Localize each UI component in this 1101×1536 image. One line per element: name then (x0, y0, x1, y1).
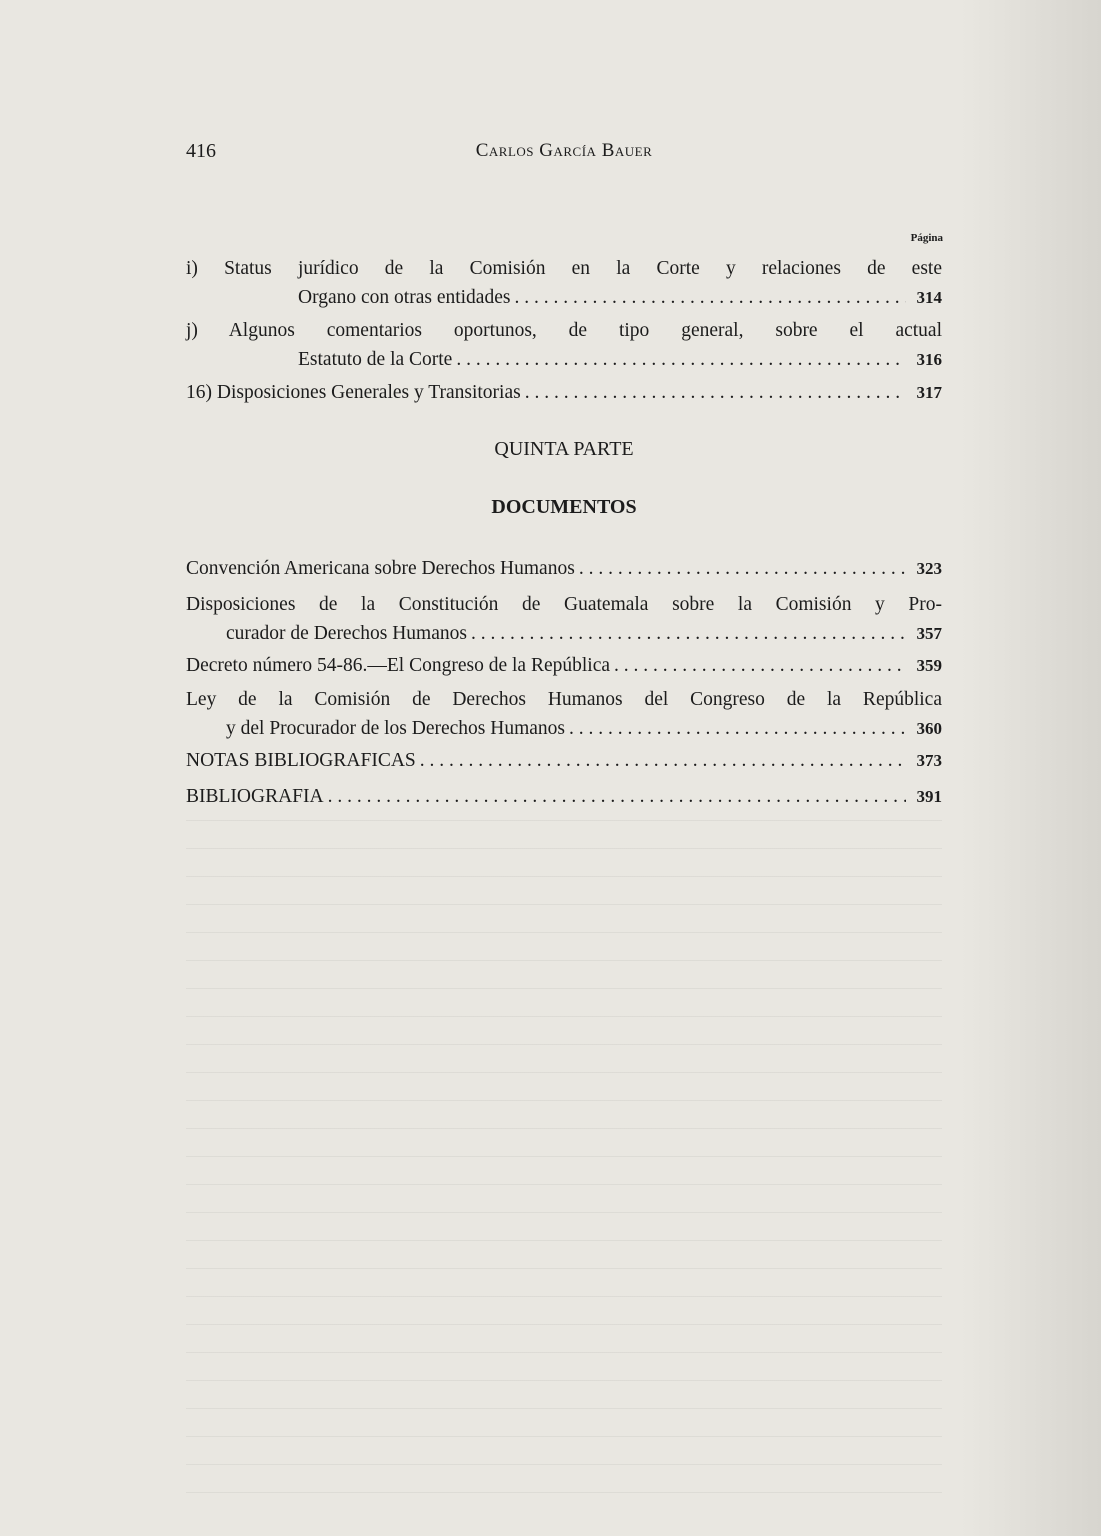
leader-dots (579, 554, 906, 583)
toc-entry-label: Organo con otras entidades (298, 287, 511, 308)
leader-dots (569, 714, 906, 743)
toc-entry-notas (186, 746, 942, 775)
page-edge-shadow (961, 0, 1101, 1536)
part-heading: QUINTA PARTE (494, 438, 634, 460)
leader-dots (456, 345, 906, 374)
toc-entry-label: Decreto número 54-86.—El Congreso de la República (186, 655, 611, 676)
toc-page-number: 360 (916, 719, 942, 738)
toc-entry-line: Disposiciones de la Constitución de Guatemala sobre la Comisión y Pro- (186, 594, 942, 615)
toc-entry-line (186, 378, 942, 407)
toc-entry-convencion (186, 554, 942, 583)
running-title: Carlos García Bauer (475, 140, 653, 161)
page-header (186, 140, 942, 168)
leader-dots (328, 782, 906, 811)
toc-entry-label: 16) Disposiciones Generales y Transitorias (186, 382, 521, 403)
toc-entry-bibliografia (186, 782, 942, 811)
toc-entry-line (186, 345, 942, 374)
toc-entry-line (186, 714, 942, 743)
toc-page-number: 317 (916, 383, 942, 402)
toc-entry-ley (186, 685, 942, 743)
toc-entry-line (186, 782, 942, 811)
toc-entry-decreto (186, 651, 942, 680)
toc-entry-i (186, 254, 942, 312)
pagina-column-label: Página (910, 232, 943, 244)
page-number: 416 (186, 140, 216, 162)
toc-entry-line (186, 651, 942, 680)
toc-page-number: 314 (916, 288, 942, 307)
toc-entry-line (186, 554, 942, 583)
leader-dots (514, 283, 906, 312)
toc-entry-label: NOTAS BIBLIOGRAFICAS (186, 750, 416, 771)
toc-entry-line: j) Algunos comentarios oportunos, de tipo general, sobre el actual (186, 320, 942, 341)
toc-page-number: 323 (916, 559, 942, 578)
toc-page-number: 359 (916, 656, 942, 675)
toc-entry-label: y del Procurador de los Derechos Humanos (226, 718, 565, 739)
leader-dots (525, 378, 906, 407)
toc-entry-j (186, 316, 942, 374)
toc-page-number: 357 (916, 624, 942, 643)
toc-page-number: 373 (916, 751, 942, 770)
section-heading: DOCUMENTOS (491, 496, 637, 518)
leader-dots (614, 651, 906, 680)
toc-entry-16 (186, 378, 942, 407)
toc-entry-line: Ley de la Comisión de Derechos Humanos del Congreso de la República (186, 689, 942, 710)
leader-dots (471, 619, 906, 648)
show-through-background (186, 820, 942, 1520)
toc-entry-line (186, 746, 942, 775)
toc-entry-line (186, 283, 942, 312)
toc-page-number: 391 (916, 787, 942, 806)
toc-entry-label: Convención Americana sobre Derechos Humanos (186, 558, 575, 579)
toc-entry-line: i) Status jurídico de la Comisión en la Corte y relaciones de este (186, 258, 942, 279)
toc-entry-label: Estatuto de la Corte (298, 349, 453, 370)
toc-page-number: 316 (916, 350, 942, 369)
toc-entry-label: BIBLIOGRAFIA (186, 786, 324, 807)
toc-entry-disposiciones (186, 590, 942, 648)
toc-entry-line (186, 619, 942, 648)
toc-entry-label: curador de Derechos Humanos (226, 623, 467, 644)
leader-dots (420, 746, 906, 775)
